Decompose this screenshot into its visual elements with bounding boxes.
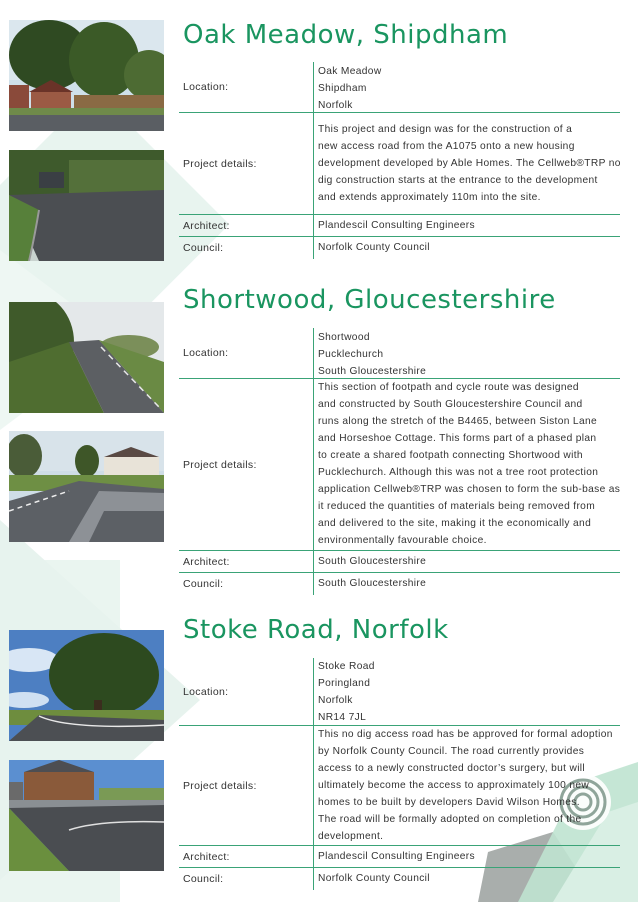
location-value: Oak Meadow Shipdham Norfolk [313, 62, 620, 112]
architect-label: Architect: [183, 219, 230, 232]
location-value: Shortwood Pucklechurch South Gloucestershire [313, 328, 620, 378]
photo-oak-meadow-street [9, 20, 164, 131]
architect-row [179, 551, 620, 573]
location-label: Location: [183, 81, 229, 93]
council-value: South Gloucestershire [313, 573, 620, 595]
project-table-oak-meadow [179, 62, 620, 259]
architect-label: Architect: [183, 850, 230, 863]
council-value: Norfolk County Council [313, 237, 620, 259]
location-row [179, 62, 620, 113]
photo-stoke-road-surgery [9, 760, 164, 871]
architect-value: South Gloucestershire [313, 551, 620, 572]
location-row [179, 328, 620, 379]
council-value: Norfolk County Council [313, 868, 620, 890]
project-details-value: This section of footpath and cycle route was designed and constructed by South Gloucestershire Council and runs along the stretch of the B4465, between Siston Lane and Horseshoe Cottage. This forms part of a phased plan to create a shared footpath connecting Shortwood with Pucklechurch. Although this was not a tree root protection application Cellweb®TRP was chosen to form the sub-base as it reduced the quantities of materials being removed from and delivered to the site, making it the economically and environmentally favourable choice. [313, 379, 620, 550]
photo-shortwood-junction [9, 431, 164, 542]
architect-row [179, 215, 620, 237]
council-label: Council: [183, 242, 224, 254]
project-details-label: Project details: [183, 458, 257, 471]
architect-row [179, 846, 620, 868]
location-label: Location: [183, 685, 229, 698]
project-title-oak-meadow: Oak Meadow, Shipdham [183, 20, 509, 50]
council-row [179, 237, 620, 259]
project-details-value: This project and design was for the construction of a new access road from the A1075 onto a new housing development developed by Able Homes. The Cellweb®TRP no dig construction starts at the entrance to the development and extends approximately 110m into the site. [313, 113, 620, 214]
location-value: Stoke Road Poringland Norfolk NR14 7JL [313, 658, 620, 725]
project-details-label: Project details: [183, 779, 257, 792]
photo-oak-meadow-access-road [9, 150, 164, 261]
location-row [179, 658, 620, 726]
project-title-stoke-road: Stoke Road, Norfolk [183, 615, 449, 645]
council-row [179, 868, 620, 890]
architect-value: Plandescil Consulting Engineers [313, 846, 620, 867]
project-table-stoke-road [179, 658, 620, 890]
project-table-shortwood [179, 328, 620, 595]
project-details-row [179, 726, 620, 846]
council-row [179, 573, 620, 595]
project-details-row [179, 379, 620, 551]
project-details-value: This no dig access road has be approved for formal adoption by Norfolk County Council. The road currently provides access to a newly constructed doctor’s surgery, but will ultimately become the access to approximately 100 new homes to be built by developers David Wilson Homes. The road will be formally adopted on completion of the development. [313, 726, 620, 845]
photo-shortwood-road [9, 302, 164, 413]
location-label: Location: [183, 347, 229, 359]
architect-label: Architect: [183, 555, 230, 568]
project-details-row [179, 113, 620, 215]
photo-stoke-road-tree [9, 630, 164, 741]
architect-value: Plandescil Consulting Engineers [313, 215, 620, 236]
council-label: Council: [183, 578, 224, 590]
council-label: Council: [183, 873, 224, 885]
project-title-shortwood: Shortwood, Gloucestershire [183, 285, 556, 315]
project-details-label: Project details: [183, 157, 257, 170]
